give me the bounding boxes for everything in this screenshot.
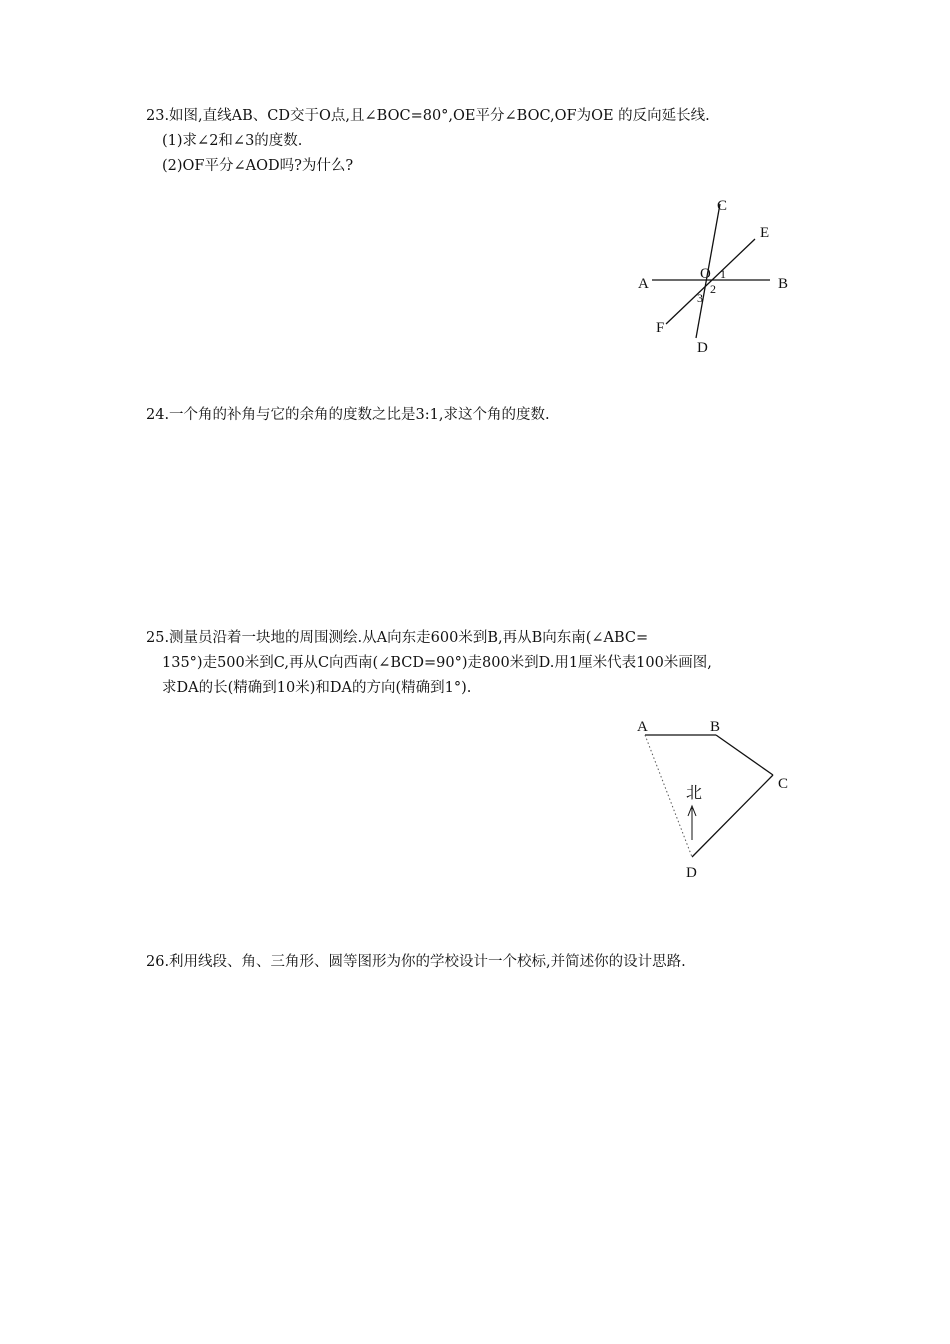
segment-cd [692, 775, 773, 857]
segment-da-dotted [645, 735, 692, 857]
q24-text-line1: 24.一个角的补角与它的余角的度数之比是3:1,求这个角的度数. [146, 407, 550, 423]
label-e: E [760, 225, 770, 241]
label-b: B [778, 276, 789, 292]
q23-figure [620, 190, 810, 360]
label-d: D [686, 865, 697, 881]
q25-text-line1: 25.测量员沿着一块地的周围测绘.从A向东走600米到B,再从B向东南(∠ABC= [146, 630, 649, 646]
q25-text-line2: 135°)走500米到C,再从C向西南(∠BCD=90°)走800米到D.用1厘米代表100米画图, [162, 655, 712, 671]
segment-bc [716, 735, 773, 775]
label-d: D [697, 340, 708, 356]
label-angle-1: 1 [720, 267, 726, 281]
q23-text-line1: 23.如图,直线AB、CD交于O点,且∠BOC=80°,OE平分∠BOC,OF为OE 的反向延长线. [146, 108, 710, 124]
label-o: O [700, 266, 711, 282]
label-angle-3: 3 [697, 291, 703, 305]
q25-figure [620, 710, 810, 885]
label-c: C [717, 198, 728, 214]
label-f: F [656, 320, 665, 336]
q23-text-line3: (2)OF平分∠AOD吗?为什么? [162, 158, 354, 174]
label-c: C [778, 776, 789, 792]
label-b: B [710, 719, 721, 735]
q26-text-line1: 26.利用线段、角、三角形、圆等图形为你的学校设计一个校标,并简述你的设计思路. [146, 954, 686, 970]
label-a: A [637, 719, 648, 735]
q25-text-line3: 求DA的长(精确到10米)和DA的方向(精确到1°). [162, 680, 472, 696]
north-label: 北 [686, 785, 703, 802]
q23-text-line2: (1)求∠2和∠3的度数. [162, 133, 303, 149]
label-angle-2: 2 [710, 282, 716, 296]
label-a: A [638, 276, 649, 292]
